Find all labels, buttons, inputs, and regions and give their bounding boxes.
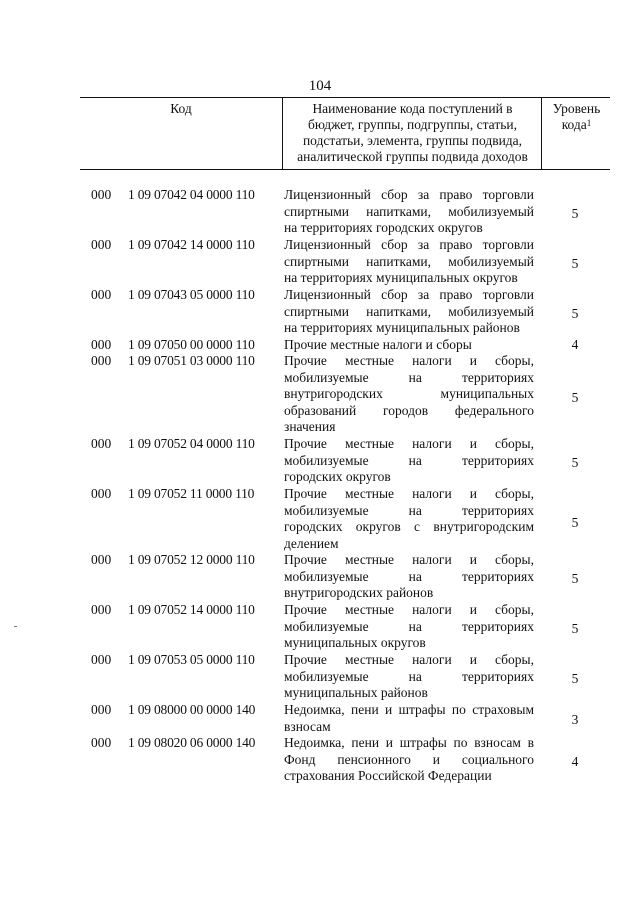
- income-name-line: муниципальных округов: [284, 635, 426, 650]
- income-name-line: Недоимка, пени и штрафы по страховым: [284, 702, 534, 717]
- header-name-line: бюджет, группы, подгруппы, статьи,: [308, 117, 517, 132]
- income-name: [284, 486, 534, 552]
- code-level: 5: [571, 670, 579, 686]
- income-name-line: образований городов федерального: [284, 402, 534, 418]
- header-name-line: Наименование кода поступлений в: [312, 101, 513, 116]
- income-code: 1 09 07043 05 0000 110: [128, 287, 255, 302]
- income-name-line: Лицензионный сбор за право торговли: [284, 187, 534, 202]
- income-name-line: городских округов: [284, 469, 391, 484]
- header-divider-1: [282, 97, 283, 169]
- income-name: [284, 552, 534, 602]
- code-level: 5: [571, 255, 579, 271]
- income-name-line: Прочие местные налоги и сборы,: [284, 602, 534, 617]
- income-code: 1 09 07042 14 0000 110: [128, 237, 255, 252]
- income-name-line: страхования Российской Федерации: [284, 768, 492, 783]
- table-row: [0, 187, 640, 237]
- income-name: [284, 652, 534, 702]
- admin-code: 000: [91, 287, 112, 302]
- header-name-line: подстатьи, элемента, группы подвида,: [302, 133, 523, 148]
- table-row: [0, 337, 640, 354]
- admin-code: 000: [91, 353, 112, 368]
- code-level: 5: [571, 390, 579, 405]
- header-level-text: кода: [561, 117, 587, 132]
- income-name-line: муниципальных районов: [284, 685, 428, 700]
- income-name-line: Прочие местные налоги и сборы,: [284, 353, 534, 368]
- income-code: 1 09 08000 00 0000 140: [128, 702, 256, 717]
- income-name: [284, 602, 534, 652]
- table-row: [0, 602, 640, 652]
- table-row: [0, 735, 640, 785]
- header-divider-2: [541, 97, 542, 169]
- income-code: 1 09 07050 00 0000 110: [128, 337, 255, 352]
- page-number: 104: [308, 78, 332, 94]
- income-name-line: на территориях муниципальных районов: [284, 320, 520, 335]
- code-level: 5: [571, 205, 579, 221]
- code-level: 5: [571, 514, 579, 530]
- header-name-line: аналитической группы подвида доходов: [297, 149, 528, 164]
- admin-code: 000: [91, 702, 112, 717]
- income-name-line: мобилизуемые на территориях: [284, 452, 534, 468]
- admin-code: 000: [91, 652, 112, 667]
- income-name-line: Прочие местные налоги и сборы,: [284, 486, 534, 501]
- admin-code: 000: [91, 486, 112, 501]
- income-name-line: мобилизуемые на территориях: [284, 502, 534, 518]
- code-level: 5: [571, 570, 579, 586]
- income-code: 1 09 07042 04 0000 110: [128, 187, 255, 202]
- footnote-marker: 1: [586, 118, 592, 128]
- code-level: 4: [571, 753, 579, 769]
- income-code: 1 09 07052 14 0000 110: [128, 602, 255, 617]
- header-name: [284, 101, 541, 165]
- table-row: [0, 486, 640, 552]
- income-name: [284, 702, 534, 735]
- income-name-line: внутригородских муниципальных: [284, 386, 534, 401]
- header-level-line1: Уровень: [552, 101, 601, 116]
- income-name-line: взносам: [284, 718, 331, 734]
- income-name-line: мобилизуемые на территориях: [284, 668, 534, 684]
- income-code: 1 09 07052 11 0000 110: [128, 486, 255, 501]
- income-name-line: мобилизуемые на территориях: [284, 568, 534, 584]
- income-name: [284, 187, 534, 237]
- income-name: [284, 287, 534, 337]
- code-level: 4: [571, 337, 579, 352]
- income-code: 1 09 07052 04 0000 110: [128, 436, 255, 451]
- income-name-line: спиртными напитками, мобилизуемый: [284, 203, 534, 219]
- header-bottom-border: [80, 169, 610, 170]
- income-name: [284, 436, 534, 486]
- income-code: 1 09 07052 12 0000 110: [128, 552, 255, 567]
- code-level: 5: [571, 620, 579, 636]
- header-level-line2: [543, 117, 610, 133]
- income-name-line: Прочие местные налоги и сборы,: [284, 652, 534, 667]
- income-name: [284, 735, 534, 785]
- income-name-line: мобилизуемые на территориях: [284, 369, 534, 385]
- header-code: Код: [170, 101, 192, 116]
- income-name-line: Прочие местные налоги и сборы,: [284, 436, 534, 451]
- admin-code: 000: [91, 436, 112, 451]
- admin-code: 000: [91, 552, 112, 567]
- income-name-line: на территориях городских округов: [284, 220, 483, 235]
- income-name-line: спиртными напитками, мобилизуемый: [284, 253, 534, 269]
- income-name: [284, 353, 534, 436]
- income-name-line: спиртными напитками, мобилизуемый: [284, 303, 534, 319]
- table-row: [0, 287, 640, 337]
- header-top-border: [80, 97, 610, 98]
- admin-code: 000: [91, 735, 112, 750]
- income-name: [284, 237, 534, 287]
- income-name-line: мобилизуемые на территориях: [284, 618, 534, 634]
- admin-code: 000: [91, 602, 112, 617]
- income-name-line: Прочие местные налоги и сборы,: [284, 552, 534, 567]
- code-level: 5: [571, 454, 579, 470]
- admin-code: 000: [91, 237, 112, 252]
- income-name-line: Прочие местные налоги и сборы: [284, 337, 472, 352]
- table-row: [0, 702, 640, 735]
- admin-code: 000: [91, 187, 112, 202]
- code-level: 3: [571, 712, 579, 728]
- income-name-line: городских округов с внутригородским: [284, 519, 534, 534]
- table-row: [0, 552, 640, 602]
- table-row: [0, 237, 640, 287]
- income-name-line: значения: [284, 419, 336, 434]
- income-name-line: Недоимка, пени и штрафы по взносам в: [284, 735, 534, 750]
- header-level: [543, 101, 610, 133]
- income-name: [284, 337, 534, 354]
- table-row: [0, 652, 640, 702]
- income-name-line: внутригородских районов: [284, 585, 434, 600]
- income-name-line: Лицензионный сбор за право торговли: [284, 237, 534, 252]
- income-name-line: Лицензионный сбор за право торговли: [284, 287, 534, 302]
- income-name-line: на территориях муниципальных округов: [284, 270, 518, 285]
- income-code: 1 09 07053 05 0000 110: [128, 652, 255, 667]
- income-code: 1 09 08020 06 0000 140: [128, 735, 256, 750]
- table-row: [0, 436, 640, 486]
- code-level: 5: [571, 305, 579, 321]
- income-code: 1 09 07051 03 0000 110: [128, 353, 255, 368]
- scan-artifact: [14, 626, 17, 627]
- income-name-line: делением: [284, 535, 339, 551]
- table-row: [0, 353, 640, 436]
- admin-code: 000: [91, 337, 112, 352]
- table-header: [80, 97, 610, 171]
- income-name-line: Фонд пенсионного и социального: [284, 751, 534, 767]
